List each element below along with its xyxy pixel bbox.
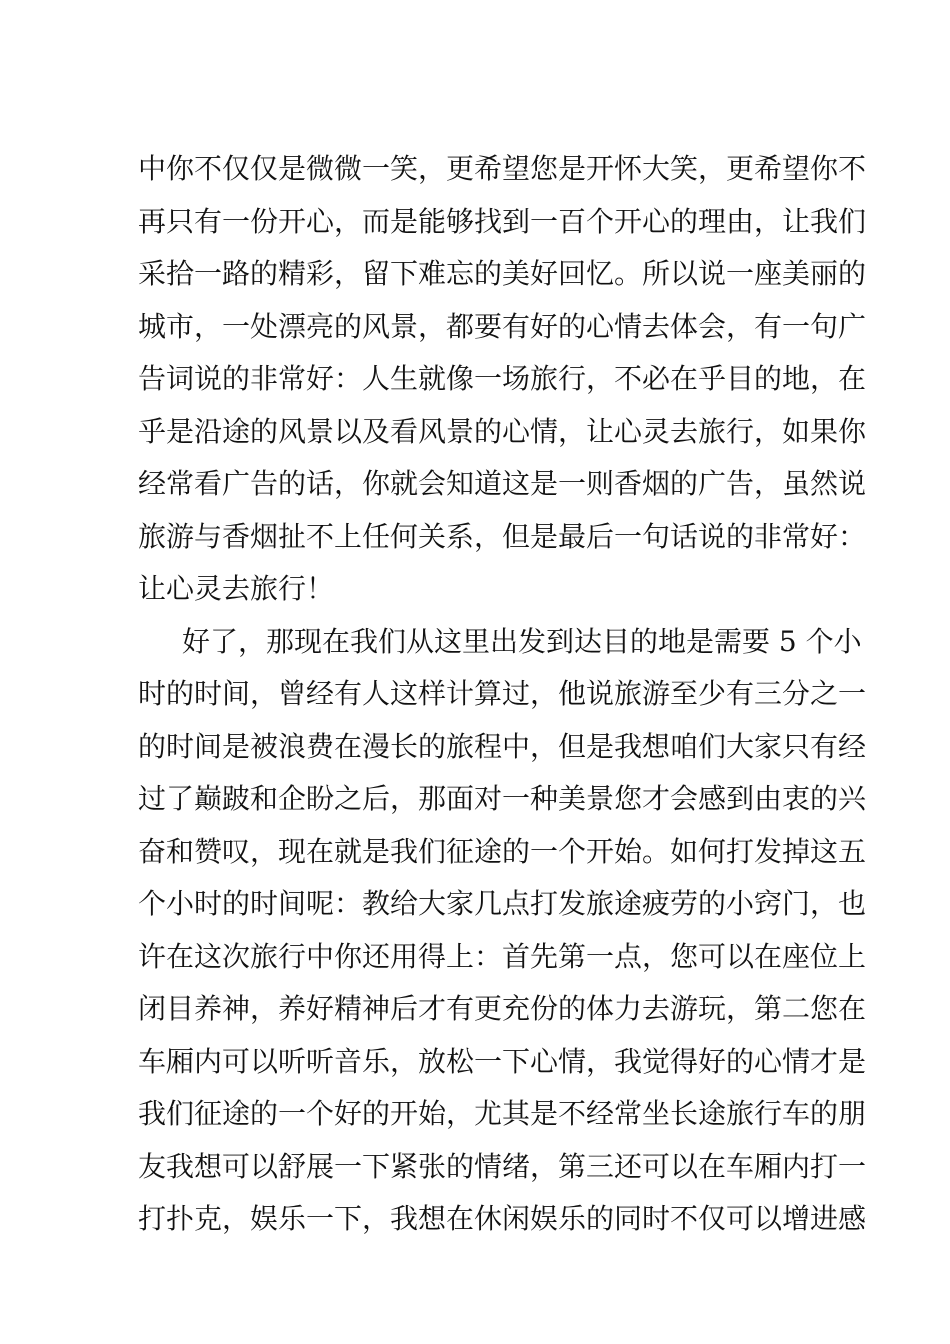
text-line: 个小时的时间呢：教给大家几点打发旅途疲劳的小窍门，也 [138,887,867,920]
text-line: 城市，一处漂亮的风景，都要有好的心情去体会，有一句广 [138,309,867,343]
text-line: 让心灵去旅行！ [138,572,335,605]
body-text [138,143,867,1246]
text-line: 友我想可以舒展一下紧张的情绪，第三还可以在车厢内打一 [138,1149,867,1183]
text-line: 再只有一份开心，而是能够找到一百个开心的理由，让我们 [138,204,867,238]
text-line: 奋和赞叹，现在就是我们征途的一个开始。如何打发掉这五 [138,834,867,868]
text-line: 乎是沿途的风景以及看风景的心情，让心灵去旅行，如果你 [138,414,867,448]
text-line: 过了巅跛和企盼之后，那面对一种美景您才会感到由衷的兴 [138,782,867,815]
text-line: 闭目养神，养好精神后才有更充份的体力去游玩，第二您在 [138,992,867,1025]
text-line: 告词说的非常好：人生就像一场旅行，不必在乎目的地，在 [138,362,867,395]
text-line: 中你不仅仅是微微一笑，更希望您是开怀大笑，更希望你不 [138,152,867,185]
text-line: 好了，那现在我们从这里出发到达目的地是需要 5 个小 [182,624,862,658]
text-line: 打扑克，娱乐一下，我想在休闲娱乐的同时不仅可以增进感 [138,1202,867,1235]
text-line: 时的时间，曾经有人这样计算过，他说旅游至少有三分之一 [138,677,867,710]
text-line: 采拾一路的精彩，留下难忘的美好回忆。所以说一座美丽的 [138,257,867,290]
text-line: 旅游与香烟扯不上任何关系，但是最后一句话说的非常好： [138,519,867,553]
text-line: 的时间是被浪费在漫长的旅程中，但是我想咱们大家只有经 [138,729,867,763]
text-line: 许在这次旅行中你还用得上：首先第一点，您可以在座位上 [138,939,867,973]
text-line: 我们征途的一个好的开始，尤其是不经常坐长途旅行车的朋 [138,1097,867,1130]
text-line: 车厢内可以听听音乐，放松一下心情，我觉得好的心情才是 [138,1044,867,1078]
text-line: 经常看广告的话，你就会知道这是一则香烟的广告，虽然说 [138,467,867,500]
